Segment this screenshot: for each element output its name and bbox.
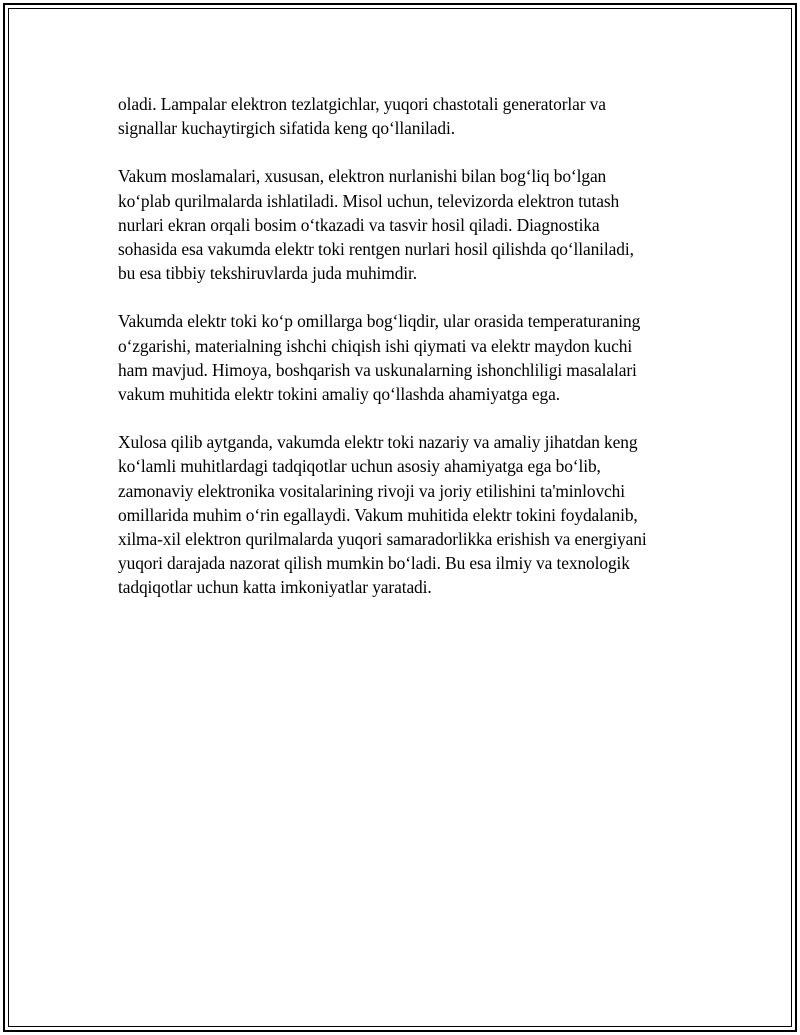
paragraph-lamps: oladi. Lampalar elektron tezlatgichlar, yuqori chastotali generatorlar va signallar kuchaytirgich sifatida keng qo‘llaniladi. — [118, 94, 606, 139]
paragraph-vacuum-devices: Vakum moslamalari, xususan, elektron nurlanishi bilan bog‘liq bo‘lgan ko‘plab qurilmalarda ishlatiladi. Misol uchun, televizorda elektron tutash nurlari ekran orqali bosim o‘tkazadi va tasvir hosil qiladi. Diagnostika sohasida esa vakumda elektr toki rentgen nurlari hosil qilishda qo‘llaniladi, bu esa tibbiy tekshiruvlarda juda muhimdir. — [118, 166, 634, 284]
paragraph-factors: Vakumda elektr toki ko‘p omillarga bog‘liqdir, ular orasida temperaturaning o‘zgarishi, materialning ishchi chiqish ishi qiymati va elektr maydon kuchi ham mavjud. Himoya, boshqarish va uskunalarning ishonchliligi masalalari vakum muhitida elektr tokini amaliy qo‘llashda ahamiyatga ega. — [118, 311, 641, 405]
paragraph-conclusion: Xulosa qilib aytganda, vakumda elektr toki nazariy va amaliy jihatdan keng ko‘lamli muhitlardagi tadqiqotlar uchun asosiy ahamiyatga ega bo‘lib, zamonaviy elektronika vositalarining rivoji va joriy etilishini ta'minlovchi omillarida muhim o‘rin egallaydi. Vakum muhitida elektr tokini foydalanib, xilma-xil elektron qurilmalarda yuqori samaradorlikka erishish va energiyani yuqori darajada nazorat qilish mumkin bo‘ladi. Bu esa ilmiy va texnologik tadqiqotlar uchun katta imkoniyatlar yaratadi. — [118, 432, 647, 598]
document-body — [118, 92, 718, 624]
